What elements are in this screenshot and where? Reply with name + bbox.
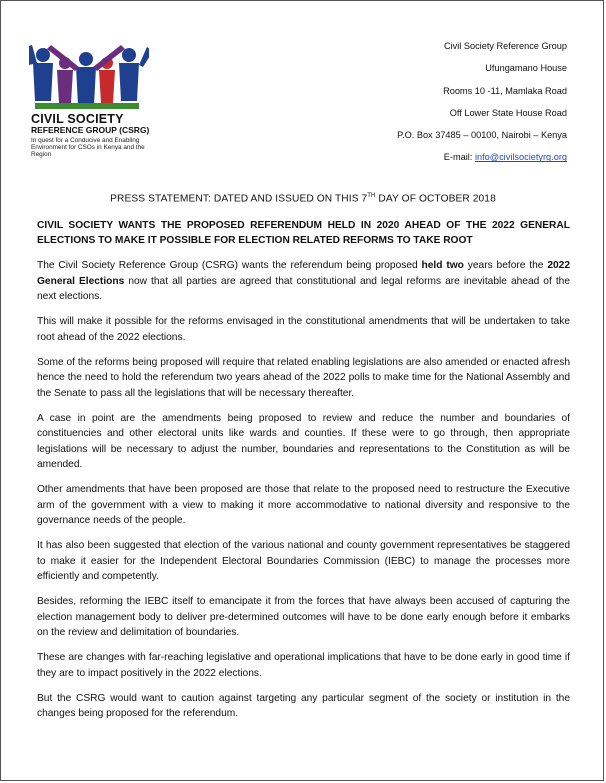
paragraph-4: A case in point are the amendments being proposed to review and reduce the number and boundaries of constituencies and other electoral units like wards and counties. If these were to go through, then appropriate legislations will be necessary to adjust the number, boundaries and representations to the Constitution as will be amended.: [37, 413, 570, 470]
p1-text-a: The Civil Society Reference Group (CSRG) wants the referendum being proposed: [37, 260, 422, 272]
p1-bold-elections: 2022 General Elections: [37, 260, 571, 287]
address-block: [397, 35, 567, 169]
paragraph-1: [37, 258, 570, 304]
p1-text-c: years before the: [463, 260, 548, 272]
logo-tagline: In quest for a Conducive and Enabling Environment for CSOs in Kenya and the Region: [31, 137, 145, 159]
p1-text-e: now that all parties are agreed that constitutional and legal reforms are inevitable ahead of the next elections.: [37, 275, 571, 302]
logo-org-name: CIVIL SOCIETY: [31, 112, 124, 126]
email-label: E-mail:: [443, 152, 473, 163]
press-suffix: DAY OF OCTOBER 2018: [375, 193, 496, 205]
paragraph-7: Besides, reforming the IEBC itself to emancipate it from the forces that have always been accused of capturing the election management body to deliver pre-determined outcomes will have to be done early enough before it embarks on the review and delimitation of boundaries.: [37, 596, 570, 638]
paragraph-8: These are changes with far-reaching legislative and operational implications that have to be done early in good time if they are to impact positively in the 2022 elections.: [37, 652, 570, 679]
address-org: Civil Society Reference Group: [443, 41, 567, 51]
statement-body: [37, 218, 570, 732]
address-email-line: [397, 146, 567, 168]
csrg-logo: [29, 41, 169, 181]
address-house: Ufungamano House: [485, 63, 567, 74]
paragraph-2: This will make it possible for the reforms envisaged in the constitutional amendments that will be undertaken to take root ahead of the 2022 elections.: [37, 316, 570, 343]
address-road: Off Lower State House Road: [449, 107, 567, 118]
email-link[interactable]: info@civilsocietyrg.org: [474, 152, 567, 163]
paragraph-3: Some of the reforms being proposed will require that related enabling legislations are also amended or enacted afresh hence the need to hold the referendum two years ahead of the 2022 polls to make time for the National Assembly and the Senate to pass all the legislations that will be necessary thereafter.: [37, 357, 570, 399]
p1-bold-held-two: held two: [421, 260, 464, 272]
people-logo-icon: [29, 41, 149, 113]
paragraph-5: Other amendments that have been proposed are those that relate to the proposed need to restructure the Executive arm of the government with a view to making it more accommodative to national diversity and responsive to the governance needs of the people.: [37, 484, 570, 526]
press-sup: TH: [367, 193, 376, 199]
paragraph-9: But the CSRG would want to caution against targeting any particular segment of the society or institution in the changes being proposed for the referendum.: [37, 693, 570, 720]
logo-org-subname: REFERENCE GROUP (CSRG): [31, 125, 150, 135]
press-prefix: PRESS STATEMENT: DATED AND ISSUED ON THIS 7: [110, 193, 368, 205]
address-rooms: Rooms 10 -11, Mamlaka Road: [443, 85, 567, 96]
paragraph-6: It has also been suggested that election of the various national and county government representatives be staggered to make it easier for the Independent Electoral Boundaries Commission (IEBC) to manage the processes more efficiently and competently.: [37, 540, 570, 582]
headline: CIVIL SOCIETY WANTS THE PROPOSED REFERENDUM HELD IN 2020 AHEAD OF THE 2022 GENERAL ELECTIONS TO MAKE IT POSSIBLE FOR ELECTION RELATED REFORMS TO TAKE ROOT: [37, 220, 570, 247]
address-po-box: P.O. Box 37485 – 00100, Nairobi – Kenya: [397, 130, 567, 141]
press-statement-line: [1, 193, 605, 204]
